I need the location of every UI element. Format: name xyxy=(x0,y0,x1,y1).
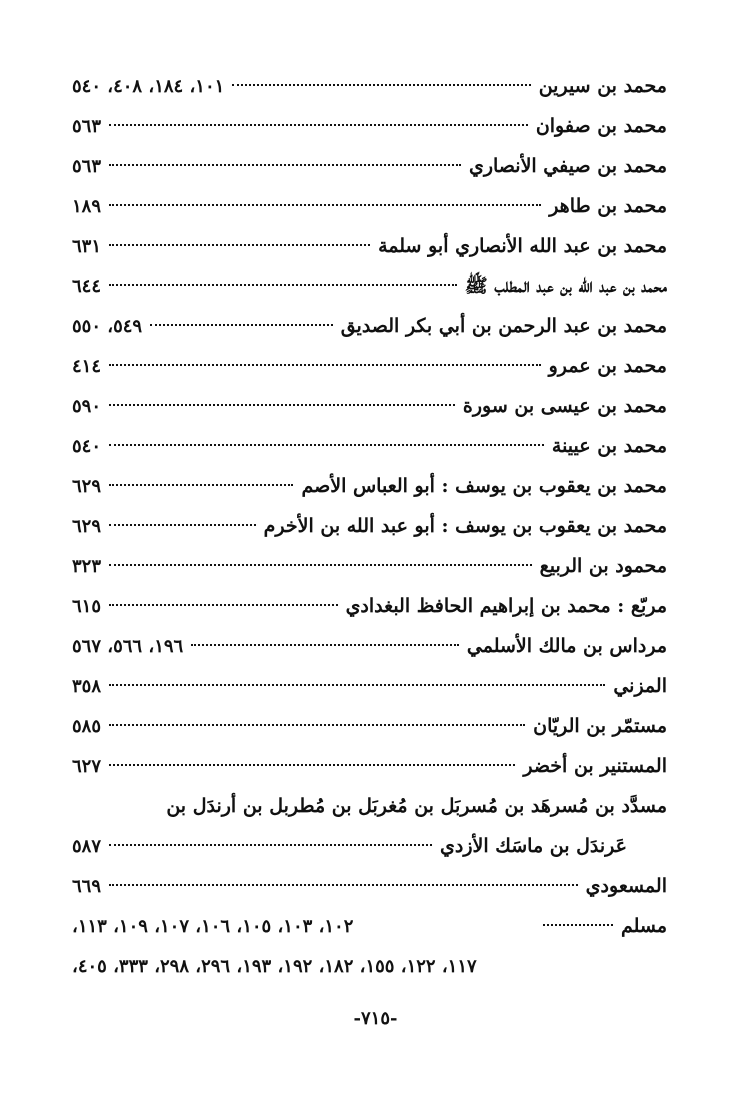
leader-dots xyxy=(109,444,544,446)
entry-name: محمد بن يعقوب بن يوسف : أبو العباس الأصم xyxy=(301,475,667,497)
entry-musaddad-line2 xyxy=(72,826,667,866)
leader-dots xyxy=(232,84,530,86)
leader-dots xyxy=(109,364,541,366)
leader-dots xyxy=(109,884,578,886)
leader-dots xyxy=(109,244,370,246)
entry-pages: ١٠١، ١٨٤، ٤٠٨، ٥٤٠ xyxy=(72,76,225,97)
index-entry xyxy=(72,586,667,626)
leader-dots xyxy=(109,844,432,846)
leader-dots xyxy=(109,724,525,726)
entry-pages: ٦٢٧ xyxy=(72,756,102,777)
entry-name: عَرندَل بن ماسَك الأزدي xyxy=(439,835,627,857)
leader-dots xyxy=(150,324,333,326)
leader-dots xyxy=(109,204,541,206)
entry-pages: ٥٤٠ xyxy=(72,436,102,457)
leader-dots xyxy=(543,924,613,926)
index-entry xyxy=(72,66,667,106)
entry-pages: ٥٤٩، ٥٥٠ xyxy=(72,316,143,337)
entry-name: محمد بن عمرو xyxy=(548,355,667,377)
entry-pages: ٣٥٨ xyxy=(72,676,102,697)
entry-name: محمد بن عيينة xyxy=(551,435,667,457)
index-entry xyxy=(72,706,667,746)
entry-name: محمد بن طاهر xyxy=(549,195,667,217)
entry-name: محمد بن عبد الله بن عبد المطلب ﷺ xyxy=(464,275,667,297)
leader-dots xyxy=(109,764,515,766)
entry-pages: ٦١٥ xyxy=(72,596,102,617)
index-entries xyxy=(72,66,667,986)
entry-pages: ٦٢٩ xyxy=(72,476,102,497)
index-entry xyxy=(72,626,667,666)
entry-muslim-continued xyxy=(72,946,667,986)
leader-dots xyxy=(109,284,457,286)
index-entry xyxy=(72,386,667,426)
entry-name: المزني xyxy=(613,675,667,697)
entry-name: مربّع : محمد بن إبراهيم الحافظ البغدادي xyxy=(345,595,667,617)
index-entry xyxy=(72,466,667,506)
leader-dots xyxy=(109,484,293,486)
entry-pages: ٦٦٩ xyxy=(72,876,102,897)
entry-name: مرداس بن مالك الأسلمي xyxy=(466,635,667,657)
entry-pages: ٥٨٥ xyxy=(72,716,102,737)
index-entry xyxy=(72,306,667,346)
leader-dots xyxy=(109,124,528,126)
index-entry xyxy=(72,226,667,266)
entry-pages: ٦٣١ xyxy=(72,236,102,257)
entry-name: محمد بن سيرين xyxy=(538,75,667,97)
entry-list xyxy=(72,66,667,786)
index-entry xyxy=(72,266,667,306)
leader-dots xyxy=(109,404,455,406)
index-entry xyxy=(72,746,667,786)
entry-name: محمد بن يعقوب بن يوسف : أبو عبد الله بن الأخرم xyxy=(263,515,667,537)
entry-name: محمود بن الربيع xyxy=(539,555,667,577)
leader-dots xyxy=(191,644,459,646)
index-entry xyxy=(72,186,667,226)
entry-pages: ١٨٩ xyxy=(72,196,102,217)
entry-pages: ٥٦٣ xyxy=(72,156,102,177)
entry-name: المسعودي xyxy=(585,875,667,897)
leader-dots xyxy=(109,524,256,526)
entry-name: محمد بن صيفي الأنصاري xyxy=(468,155,667,177)
entry-name: محمد بن صفوان xyxy=(535,115,667,137)
index-entry xyxy=(72,666,667,706)
index-entry xyxy=(72,506,667,546)
index-entry xyxy=(72,346,667,386)
entry-pages: ٤١٤ xyxy=(72,356,102,377)
entry-name: مسدَّد بن مُسرهَد بن مُسربَل بن مُغربَل بن مُطربل بن أرندَل بن xyxy=(166,795,667,817)
entry-pages: ٦٢٩ xyxy=(72,516,102,537)
entry-masudi xyxy=(72,866,667,906)
entry-pages: ٥٦٣ xyxy=(72,116,102,137)
index-entry xyxy=(72,146,667,186)
index-entry xyxy=(72,546,667,586)
entry-name: محمد بن عبد الرحمن بن أبي بكر الصديق xyxy=(340,315,667,337)
entry-name: مستمّر بن الريّان xyxy=(533,715,667,737)
page-number: -٧١٥- xyxy=(353,1008,398,1029)
entry-pages: ١٩٦، ٥٦٦، ٥٦٧ xyxy=(72,636,184,657)
entry-pages: ٦٤٤ xyxy=(72,276,102,297)
leader-dots xyxy=(109,604,338,606)
entry-name: محمد بن عبد الله الأنصاري أبو سلمة xyxy=(378,235,667,257)
entry-musaddad-line1 xyxy=(72,786,667,826)
index-entry xyxy=(72,426,667,466)
entry-pages: ١١٧، ١٢٢، ١٥٥، ١٨٢، ١٩٢، ١٩٣، ٢٩٦، ٢٩٨، ٣٣٣، ٤٠٥، xyxy=(72,956,477,977)
entry-name: مسلم xyxy=(620,915,667,937)
entry-name: محمد بن عيسى بن سورة xyxy=(462,395,667,417)
leader-dots xyxy=(109,564,532,566)
entry-name: المستنير بن أخضر xyxy=(523,755,667,777)
entry-pages: ٥٨٧ xyxy=(72,836,102,857)
entry-pages: ١٠٢، ١٠٣، ١٠٥، ١٠٦، ١٠٧، ١٠٩، ١١٣، xyxy=(72,916,354,937)
entry-pages: ٣٢٣ xyxy=(72,556,102,577)
entry-pages: ٥٩٠ xyxy=(72,396,102,417)
leader-dots xyxy=(109,684,605,686)
entry-muslim xyxy=(72,906,667,946)
leader-dots xyxy=(109,164,461,166)
index-entry xyxy=(72,106,667,146)
